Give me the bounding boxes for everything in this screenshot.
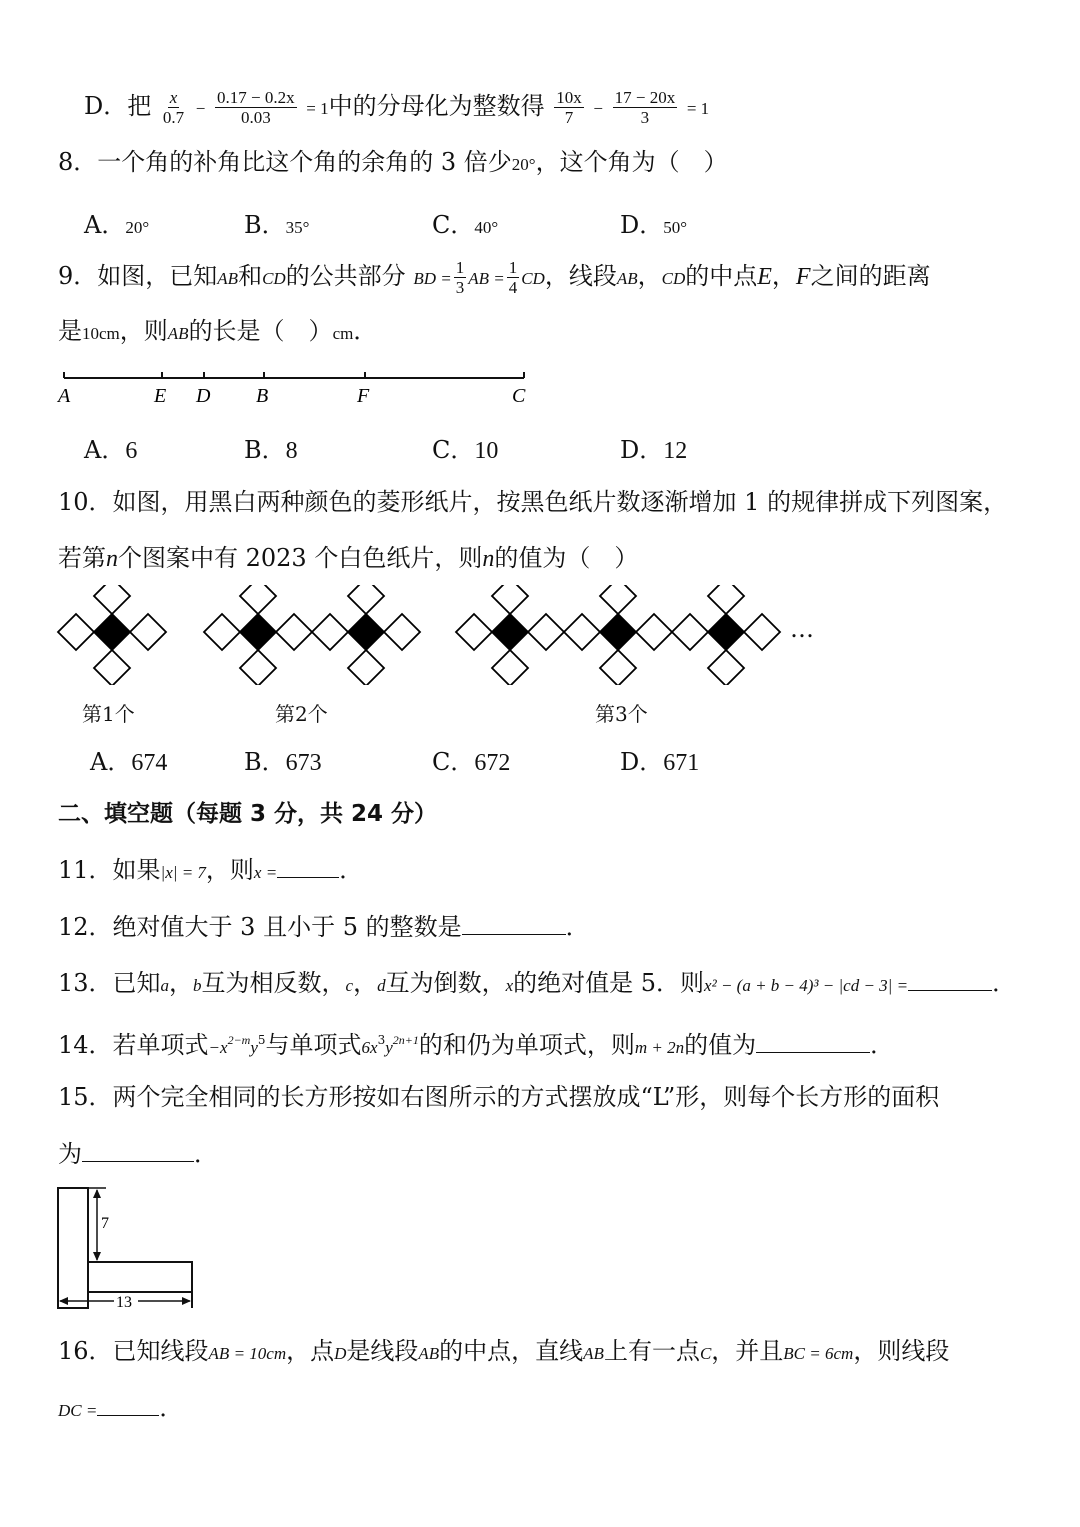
question-9-line1: 9．如图，已知AB和CD的公共部分 BD = $\frac{1}{3}$ AB = $\frac{1}{4}$ CD，线段AB，CD的中点E，F之间的距离	[58, 258, 931, 297]
point-b-label: B	[256, 385, 269, 407]
rhombus-pattern-figure	[0, 585, 1080, 685]
white-rhombus	[672, 614, 708, 650]
q9-option-c[interactable]: C．10	[432, 436, 499, 464]
question-9-line2: 是10cm，则AB的长是（ ）cm．	[58, 317, 378, 345]
white-rhombus	[528, 614, 564, 650]
white-rhombus	[130, 614, 166, 650]
white-rhombus	[94, 650, 130, 685]
ellipsis: …	[790, 615, 814, 643]
white-rhombus	[348, 650, 384, 685]
black-rhombus	[94, 614, 130, 650]
horizontal-rectangle	[88, 1262, 192, 1292]
q8-option-b[interactable]: B．35°	[244, 211, 310, 239]
white-rhombus	[492, 650, 528, 685]
point-d-label: D	[196, 385, 211, 407]
point-f-label: F	[357, 385, 370, 407]
q9-option-d[interactable]: D．12	[620, 436, 688, 464]
fraction: $\frac{0.17 - 0.2x}{0.03}$	[217, 88, 295, 127]
white-rhombus	[708, 585, 744, 614]
q8-option-a[interactable]: A．20°	[84, 211, 150, 239]
q10-option-c[interactable]: C．672	[432, 748, 511, 776]
white-rhombus	[744, 614, 780, 650]
question-10-line1: 10．如图，用黑白两种颜色的菱形纸片，按黑色纸片数逐渐增加 1 的规律拼成下列图案，	[58, 488, 1008, 516]
question-15-line2: 为 ．	[58, 1140, 218, 1168]
answer-blank[interactable]	[97, 1393, 159, 1416]
vertical-rectangle	[58, 1188, 88, 1308]
dimension-label-7: 7	[101, 1215, 109, 1232]
answer-blank[interactable]	[462, 912, 566, 935]
white-rhombus	[564, 614, 600, 650]
point-c-label: C	[512, 385, 526, 407]
white-rhombus	[204, 614, 240, 650]
white-rhombus	[708, 650, 744, 685]
question-13: 13．已知a，b互为相反数，c，d互为倒数，x的绝对值是 5．则x² − (a + b − 4)³ − |cd − 3| = ．	[58, 969, 1017, 997]
black-rhombus	[600, 614, 636, 650]
black-rhombus	[708, 614, 744, 650]
q7-option-d: D．把 $\frac{x}{0.7}$ − $\frac{0.17 - 0.2x}{0.03}$ = 1中的分母化为整数得 $\frac{10x}{7}$ − $\frac{17 - 20x}{3}$ = 1	[84, 88, 710, 127]
white-rhombus	[94, 585, 130, 614]
question-15-line1: 15．两个完全相同的长方形按如右图所示的方式摆放成“L”形，则每个长方形的面积	[58, 1083, 940, 1111]
l-shape-figure	[50, 1180, 210, 1315]
point-e-label: E	[154, 385, 167, 407]
white-rhombus	[600, 650, 636, 685]
question-8: 8．一个角的补角比这个角的余角的 3 倍少20°，这个角为（ ）	[58, 148, 728, 176]
white-rhombus	[240, 650, 276, 685]
answer-blank[interactable]	[908, 968, 992, 991]
black-rhombus	[492, 614, 528, 650]
point-a-label: A	[58, 385, 71, 407]
black-rhombus	[348, 614, 384, 650]
white-rhombus	[312, 614, 348, 650]
q9-option-b[interactable]: B．8	[244, 436, 298, 464]
dimension-label-13: 13	[116, 1294, 132, 1311]
answer-blank[interactable]	[277, 855, 339, 878]
section-2-heading: 二、填空题（每题 3 分，共 24 分）	[58, 801, 438, 827]
q10-option-d[interactable]: D．671	[620, 748, 700, 776]
caption-2: 第2个	[275, 702, 328, 726]
caption-3: 第3个	[595, 702, 648, 726]
white-rhombus	[636, 614, 672, 650]
q8-option-c[interactable]: C．40°	[432, 211, 499, 239]
question-16-line2: DC = ．	[58, 1394, 184, 1422]
fraction: $\frac{17 - 20x}{3}$	[614, 88, 676, 127]
q10-option-b[interactable]: B．673	[244, 748, 322, 776]
question-12: 12．绝对值大于 3 且小于 5 的整数是 ．	[58, 913, 590, 941]
question-16-line1: 16．已知线段AB = 10cm，点D是线段AB的中点，直线AB上有一点C，并且BC = 6cm，则线段	[58, 1337, 950, 1365]
q9-option-a[interactable]: A．6	[84, 436, 138, 464]
fraction: $\frac{x}{0.7}$	[162, 88, 185, 127]
white-rhombus	[492, 585, 528, 614]
white-rhombus	[456, 614, 492, 650]
question-10-line2: 若第n个图案中有 2023 个白色纸片，则n的值为（ ）	[58, 544, 639, 572]
white-rhombus	[600, 585, 636, 614]
white-rhombus	[348, 585, 384, 614]
question-14: 14．若单项式$-x^{2-m}y^5$与单项式$6x^3y^{2n+1}$的和仍为单项式，则m + 2n的值为 ．	[58, 1031, 895, 1059]
question-11: 11．如果|x| = 7，则x = ．	[58, 856, 364, 884]
white-rhombus	[58, 614, 94, 650]
fraction: $\frac{10x}{7}$	[556, 88, 582, 127]
q10-option-a[interactable]: A．674	[90, 748, 168, 776]
fraction: $\frac{1}{3}$	[455, 258, 465, 297]
white-rhombus	[276, 614, 312, 650]
black-rhombus	[240, 614, 276, 650]
caption-1: 第1个	[82, 702, 135, 726]
segment-figure	[54, 368, 544, 410]
white-rhombus	[384, 614, 420, 650]
answer-blank[interactable]	[756, 1030, 870, 1053]
answer-blank[interactable]	[82, 1139, 194, 1162]
fraction: $\frac{1}{4}$	[508, 258, 518, 297]
white-rhombus	[240, 585, 276, 614]
q8-option-d[interactable]: D．50°	[620, 211, 688, 239]
